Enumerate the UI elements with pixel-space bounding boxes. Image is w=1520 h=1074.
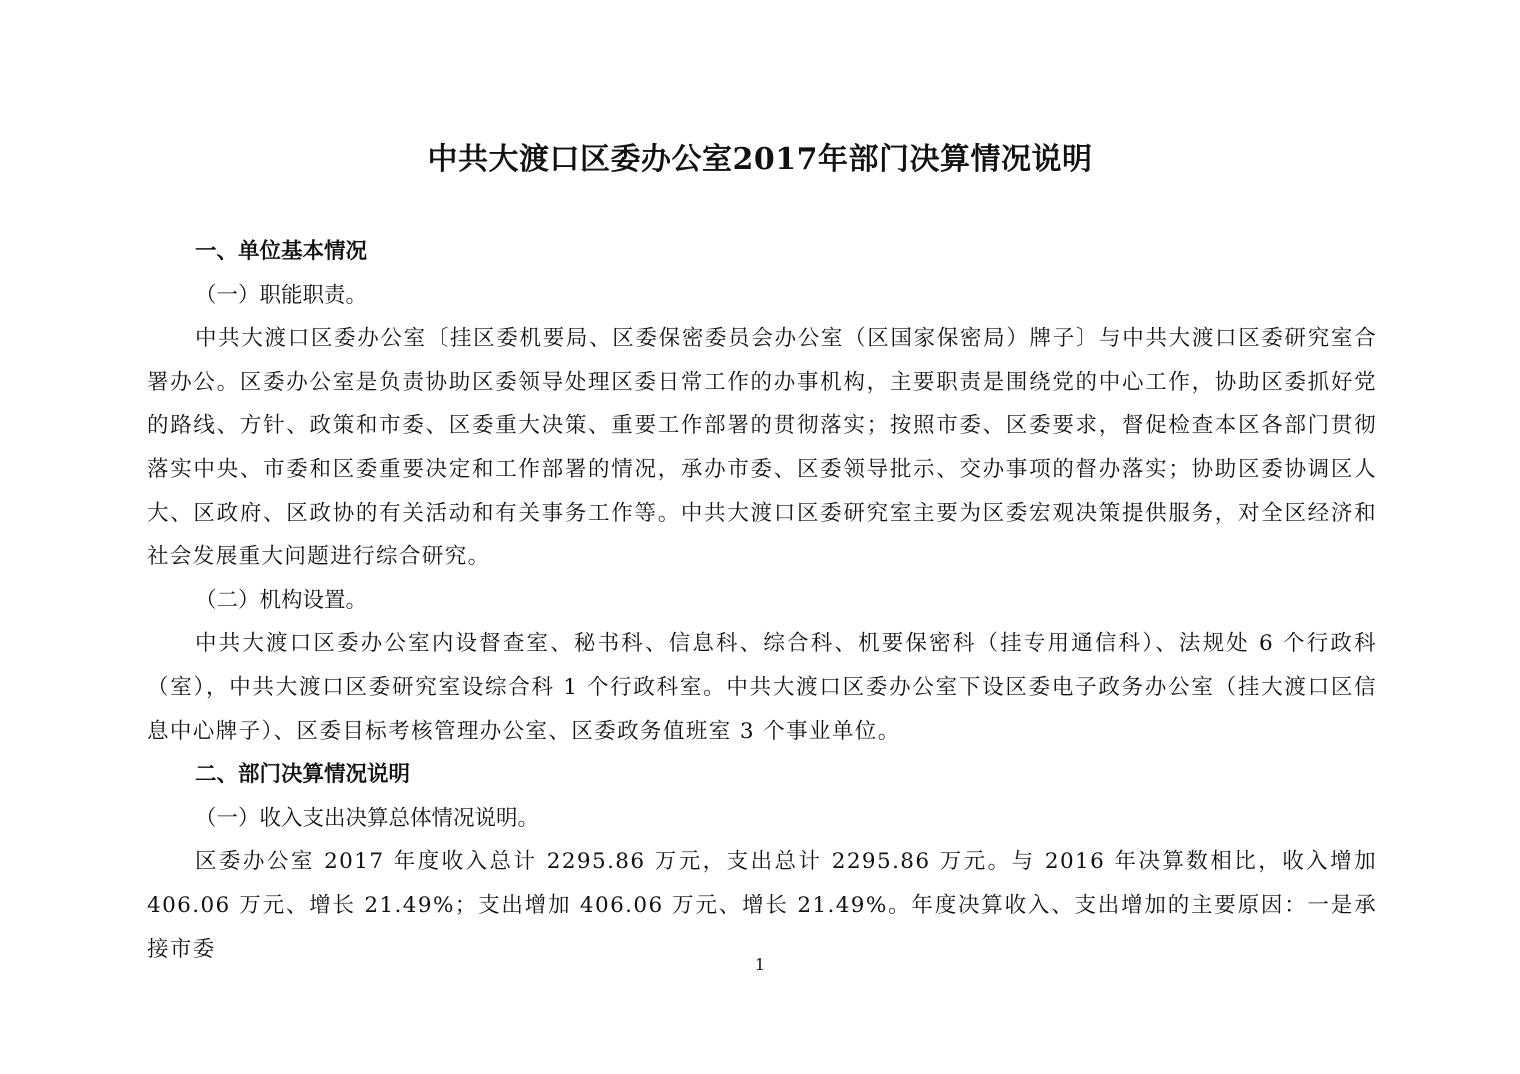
paragraph-duties: 中共大渡口区委办公室〔挂区委机要局、区委保密委员会办公室（区国家保密局）牌子〕与中共大渡口区委研究室合署办公。区委办公室是负责协助区委领导处理区委日常工作的办事机构，主要职责是围绕党的中心工作，协助区委抓好党的路线、方针、政策和市委、区委重大决策、重要工作部署的贯彻落实；按照市委、区委要求，督促检查本区各部门贯彻落实中央、市委和区委重要决定和工作部署的情况，承办市委、区委领导批示、交办事项的督办落实；协助区委协调区人大、区政府、区政协的有关活动和有关事务工作等。中共大渡口区委研究室主要为区委宏观决策提供服务，对全区经济和社会发展重大问题进行综合研究。 xyxy=(147,326,1377,570)
subheading-organization: （二）机构设置。 xyxy=(195,587,368,613)
section-heading-final-accounts: 二、部门决算情况说明 xyxy=(195,762,411,788)
section-heading-basic-info: 一、单位基本情况 xyxy=(195,239,368,264)
document-body xyxy=(147,230,1377,971)
subheading-income-expenditure: （一）收入支出决算总体情况说明。 xyxy=(195,805,540,831)
subheading-duties: （一）职能职责。 xyxy=(195,282,368,308)
page-number: 1 xyxy=(754,955,766,974)
paragraph-income-expenditure: 区委办公室 2017 年度收入总计 2295.86 万元，支出总计 2295.86 万元。与 2016 年决算数相比，收入增加 406.06 万元、增长 21.49%；支出增加 406.06 万元、增长 21.49%。年度决算收入、支出增加的主要原因：一是承接市委 xyxy=(147,849,1377,962)
document-title: 中共大渡口区委办公室2017年部门决算情况说明 xyxy=(427,142,1093,177)
paragraph-organization: 中共大渡口区委办公室内设督查室、秘书科、信息科、综合科、机要保密科（挂专用通信科）、法规处 6 个行政科（室），中共大渡口区委研究室设综合科 1 个行政科室。中共大渡口区委办公室下设区委电子政务办公室（挂大渡口区信息中心牌子）、区委目标考核管理办公室、区委政务值班室 3 个事业单位。 xyxy=(147,631,1377,744)
